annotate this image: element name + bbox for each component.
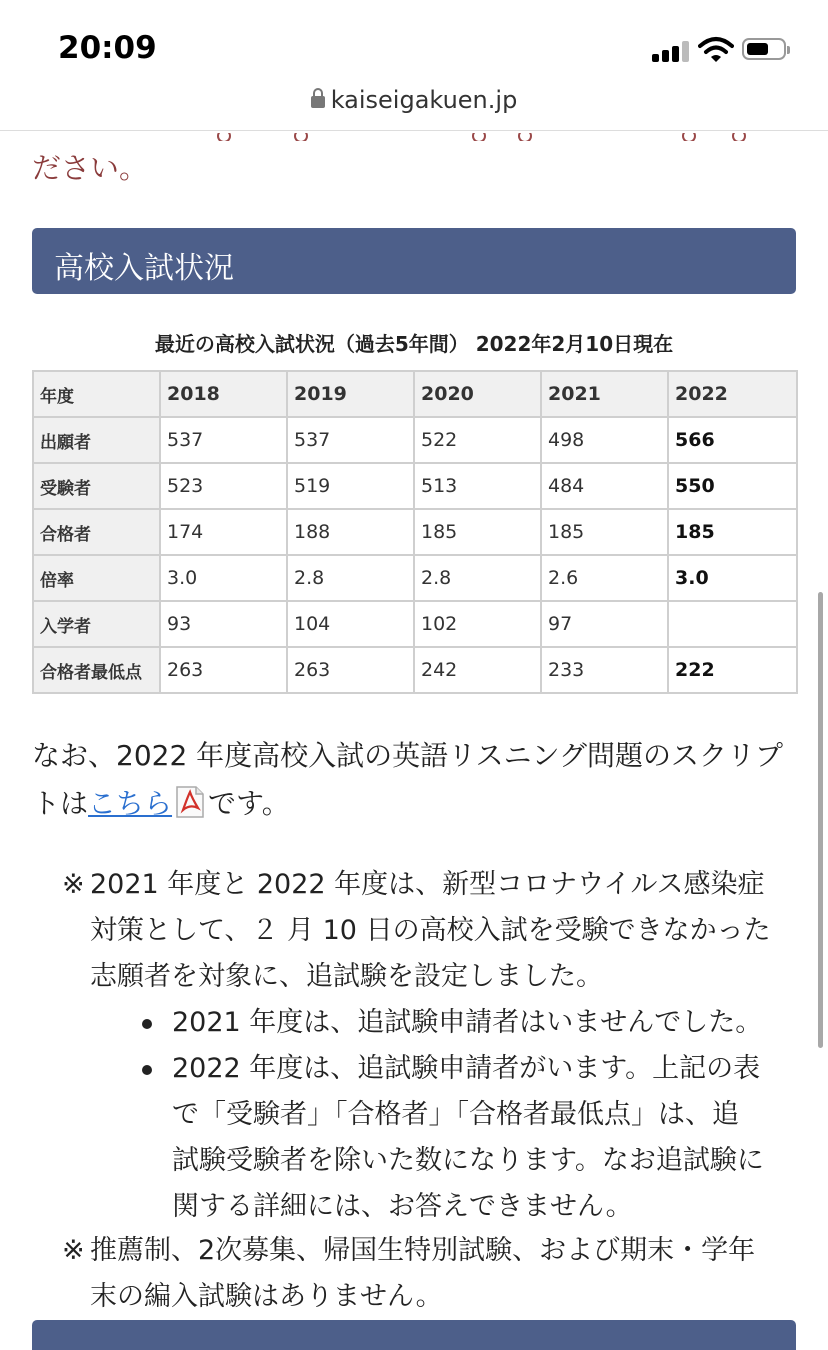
table-header-cell: 年度	[33, 371, 160, 417]
list-item-line: で「受験者」「合格者」「合格者最低点」は、追	[172, 1099, 739, 1130]
section-title: 高校入試状況	[54, 251, 234, 286]
cut-off-text	[32, 133, 762, 141]
list-item-line: 2021 年度は、追試験申請者はいませんでした。	[172, 1007, 763, 1038]
table-cell: 513	[414, 463, 541, 509]
wifi-icon	[698, 36, 734, 64]
table-cell: 93	[160, 601, 287, 647]
note-no-other-exams	[62, 1228, 802, 1320]
table-cell: 484	[541, 463, 668, 509]
text-span: です。	[208, 787, 290, 820]
table-caption: 最近の高校入試状況（過去5年間） 2022年2月10日現在	[154, 332, 674, 356]
list-item-line: 関する詳細には、お答えできません。	[172, 1191, 633, 1222]
paragraph-line	[32, 780, 802, 828]
table-header-cell: 2020	[414, 371, 541, 417]
table-cell: 263	[160, 647, 287, 693]
table-header-cell: 2022	[668, 371, 797, 417]
list-item	[138, 1000, 798, 1046]
table-cell: 185	[541, 509, 668, 555]
table-cell: 550	[668, 463, 797, 509]
table-cell: 566	[668, 417, 797, 463]
table-cell: 523	[160, 463, 287, 509]
next-section-header	[32, 1320, 796, 1350]
note-mark: ※	[62, 1235, 85, 1266]
table-row	[33, 647, 797, 693]
table-cell: 498	[541, 417, 668, 463]
list-item-line: 2022 年度は、追試験申請者がいます。上記の表	[172, 1053, 761, 1084]
table-row	[33, 417, 797, 463]
row-label: 倍率	[33, 555, 160, 601]
table-header-cell: 2019	[287, 371, 414, 417]
url-text: kaiseigakuen.jp	[330, 86, 518, 114]
table-header-cell: 2021	[541, 371, 668, 417]
table-cell: 3.0	[160, 555, 287, 601]
table-cell: 233	[541, 647, 668, 693]
text-span: トは	[32, 787, 89, 820]
row-label: 受験者	[33, 463, 160, 509]
list-item	[138, 1046, 798, 1230]
table-cell: 537	[287, 417, 414, 463]
table-cell: 263	[287, 647, 414, 693]
scrollbar[interactable]	[818, 592, 823, 1048]
table-cell: 3.0	[668, 555, 797, 601]
table-header-row	[33, 371, 797, 417]
pdf-icon[interactable]	[176, 786, 204, 818]
note-covid	[62, 862, 802, 1000]
table-cell: 537	[160, 417, 287, 463]
table-header-cell: 2018	[160, 371, 287, 417]
note-bullet-list	[138, 1000, 798, 1230]
note-line: 2021 年度と 2022 年度は、新型コロナウイルス感染症	[90, 869, 765, 900]
admission-stats-table	[32, 370, 798, 694]
table-cell: 185	[414, 509, 541, 555]
row-label: 合格者	[33, 509, 160, 555]
battery-icon	[742, 38, 786, 60]
note-line: 志願者を対象に、追試験を設定しました。	[90, 961, 603, 992]
cellular-signal-icon	[652, 40, 690, 62]
status-bar	[0, 0, 828, 80]
script-link[interactable]: こちら	[88, 787, 173, 820]
table-cell: 242	[414, 647, 541, 693]
bullet-icon	[142, 1019, 152, 1029]
note-mark: ※	[62, 869, 85, 900]
table-row	[33, 509, 797, 555]
table-cell: 2.6	[541, 555, 668, 601]
table-cell: 522	[414, 417, 541, 463]
status-time: 20:09	[58, 30, 157, 66]
list-item-line: 試験受験者を除いた数になります。なお追試験に	[172, 1145, 764, 1176]
bullet-icon	[142, 1065, 152, 1075]
table-row	[33, 555, 797, 601]
table-cell: 2.8	[287, 555, 414, 601]
row-label: 入学者	[33, 601, 160, 647]
row-label: 合格者最低点	[33, 647, 160, 693]
address-bar[interactable]	[0, 80, 828, 131]
table-cell: 104	[287, 601, 414, 647]
listening-paragraph	[32, 732, 802, 828]
table-row	[33, 601, 797, 647]
note-line: 対策として、２ 月 10 日の高校入試を受験できなかった	[90, 915, 771, 946]
table-cell: 222	[668, 647, 797, 693]
table-cell: 97	[541, 601, 668, 647]
note-line: 推薦制、2次募集、帰国生特別試験、および期末・学年	[90, 1235, 756, 1266]
table-cell	[668, 601, 797, 647]
table-cell: 102	[414, 601, 541, 647]
lock-icon	[311, 96, 325, 108]
table-cell: 519	[287, 463, 414, 509]
row-label: 出願者	[33, 417, 160, 463]
section-header	[32, 228, 796, 294]
paragraph-line: なお、2022 年度高校入試の英語リスニング問題のスクリプ	[32, 739, 784, 772]
table-cell: 2.8	[414, 555, 541, 601]
table-row	[33, 463, 797, 509]
table-cell: 174	[160, 509, 287, 555]
previous-paragraph-end: ださい。	[32, 151, 149, 185]
table-cell: 185	[668, 509, 797, 555]
url-display[interactable]	[0, 86, 828, 114]
table-cell: 188	[287, 509, 414, 555]
note-line: 末の編入試験はありません。	[90, 1281, 443, 1312]
